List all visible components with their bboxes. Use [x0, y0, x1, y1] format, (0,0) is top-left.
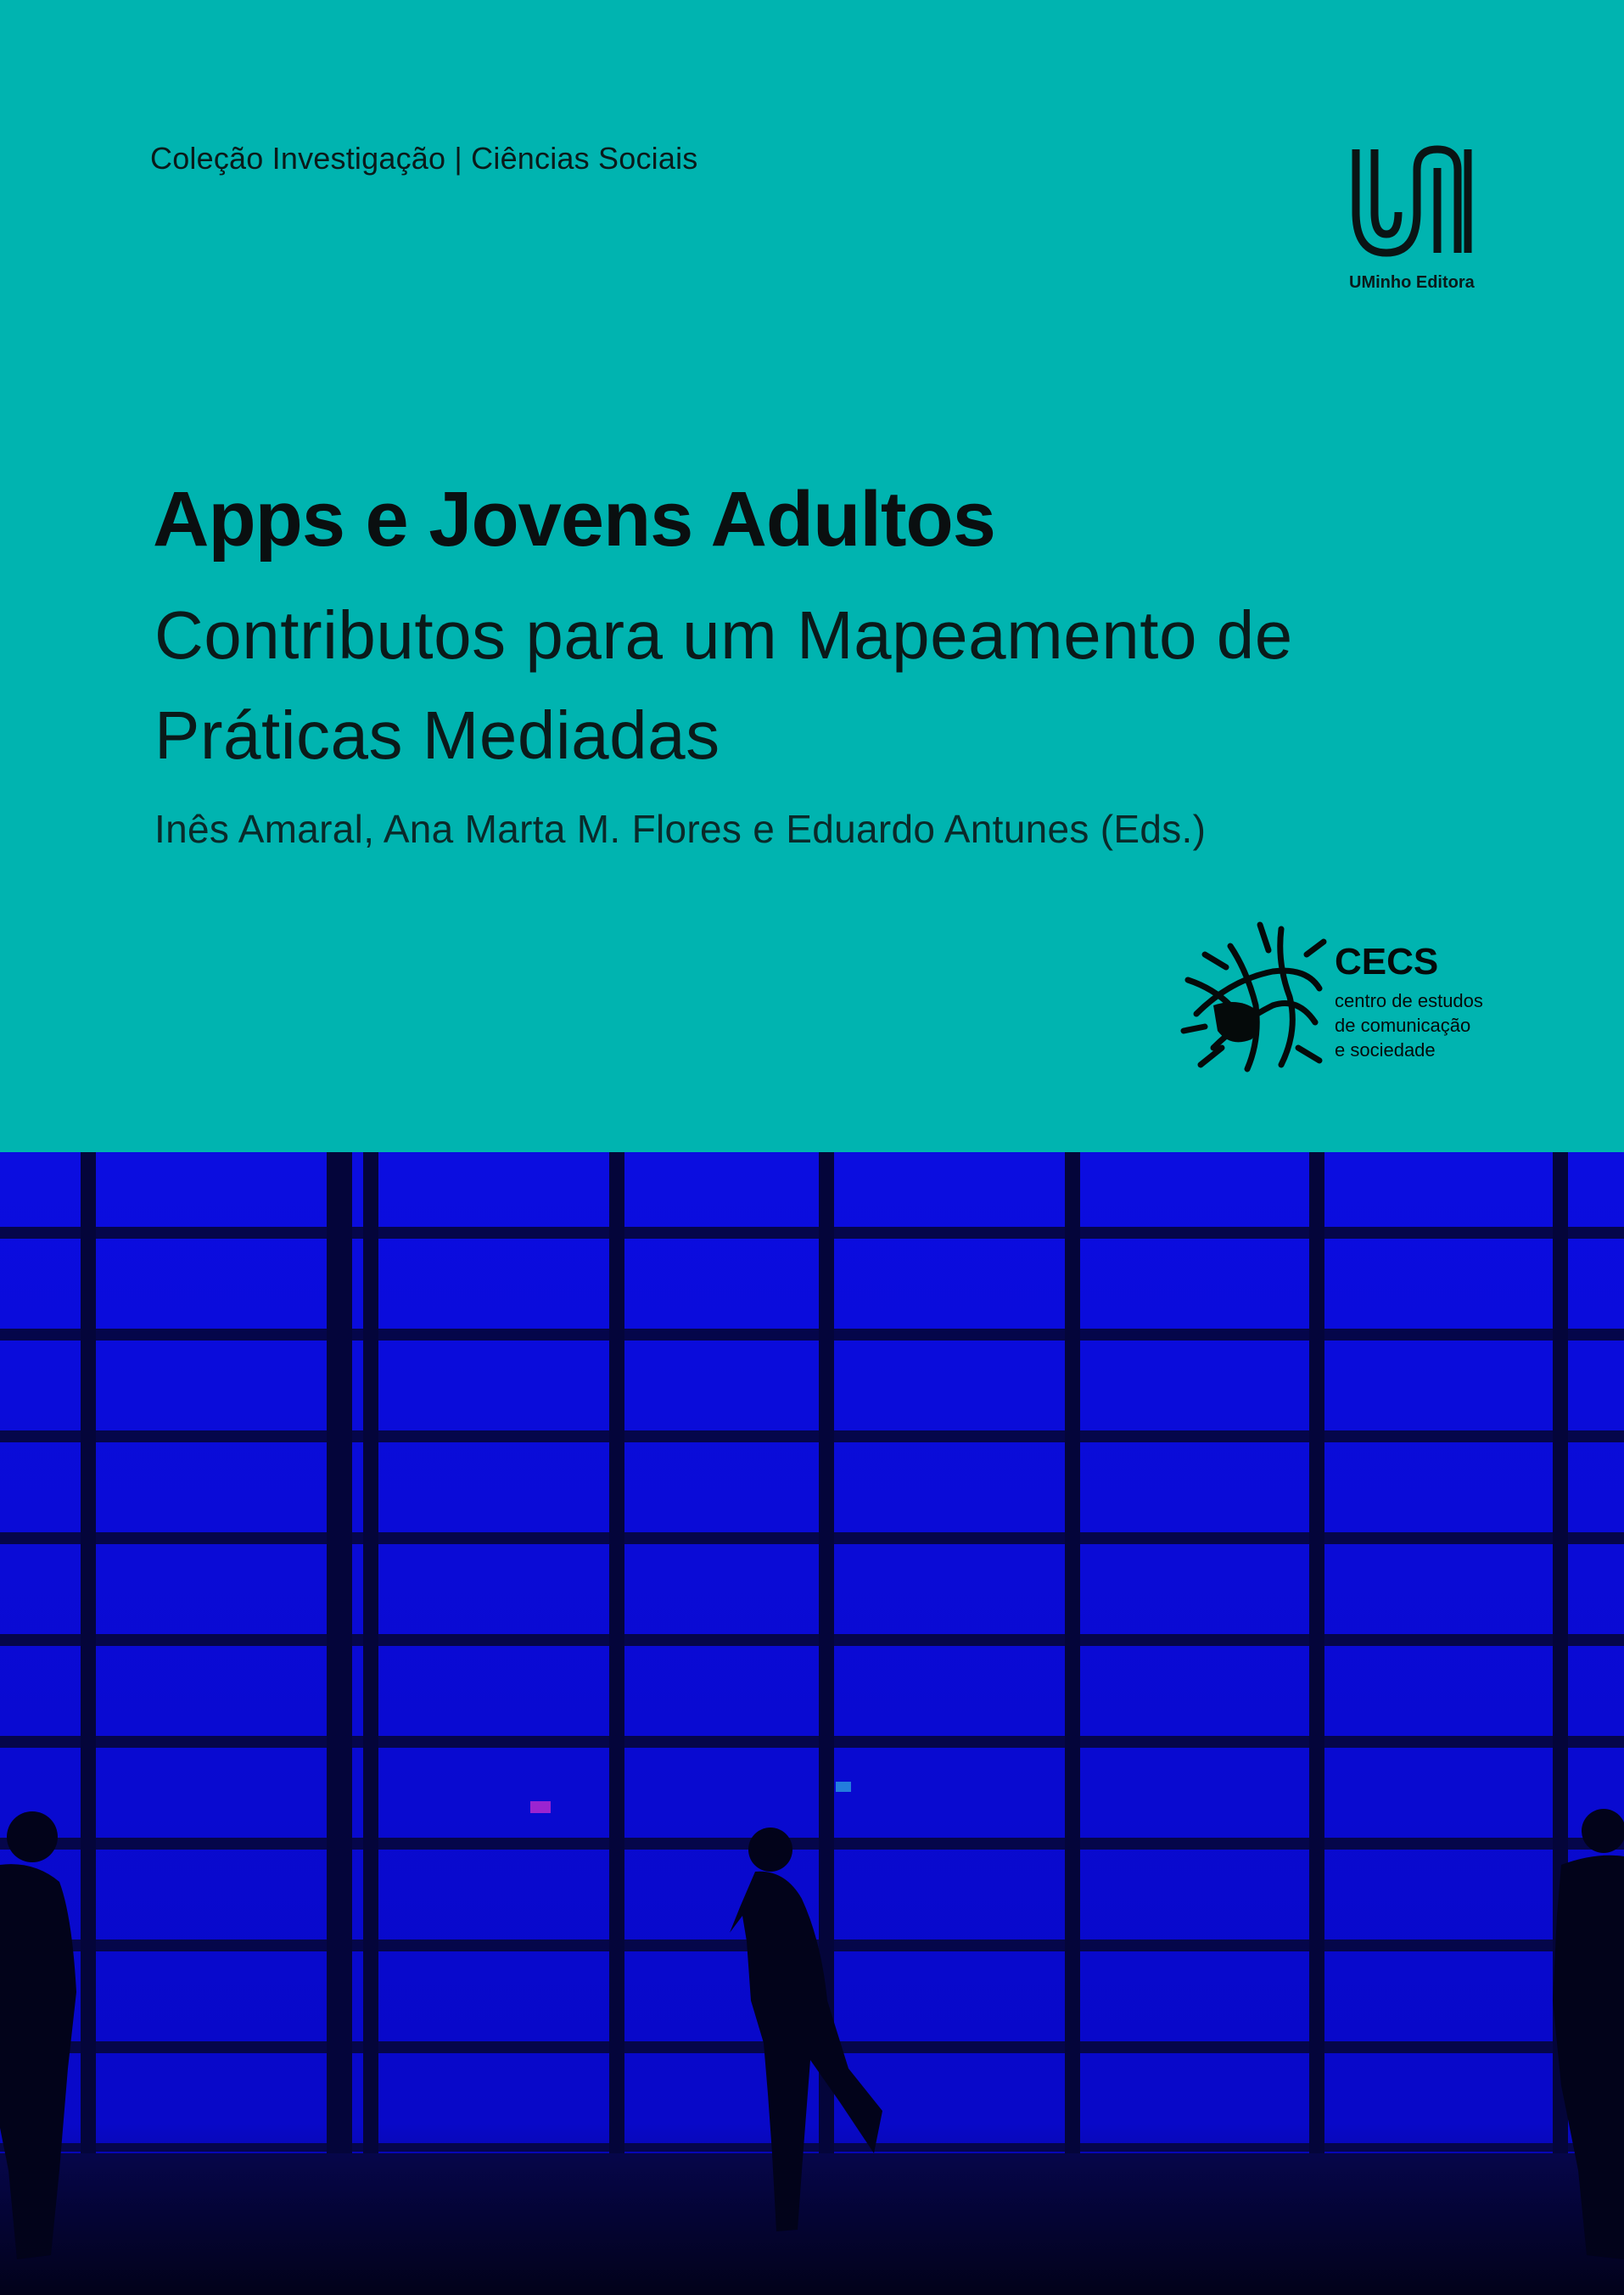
cecs-logo [1179, 921, 1502, 1082]
cecs-desc-line: de comunicação [1335, 1015, 1471, 1036]
book-authors: Inês Amaral, Ana Marta M. Flores e Eduardo Antunes (Eds.) [154, 807, 1207, 851]
cecs-description [1335, 988, 1504, 1062]
silhouettes-blue-wall-photo [0, 1152, 1624, 2295]
book-title: Apps e Jovens Adultos [153, 476, 995, 563]
cecs-name: CECS [1335, 941, 1439, 982]
cecs-desc-line: e sociedade [1335, 1039, 1436, 1061]
um-monogram-icon [1349, 144, 1476, 263]
cover-photo [0, 1152, 1624, 2295]
series-label: Coleção Investigação | Ciências Sociais [150, 141, 698, 176]
tree-network-icon [1179, 921, 1332, 1082]
publisher-name: UMinho Editora [1349, 273, 1475, 292]
publisher-logo [1349, 144, 1476, 301]
book-subtitle: Contributos para um Mapeamento de Práticas Mediadas [154, 597, 1293, 773]
cecs-desc-line: centro de estudos [1335, 990, 1483, 1011]
